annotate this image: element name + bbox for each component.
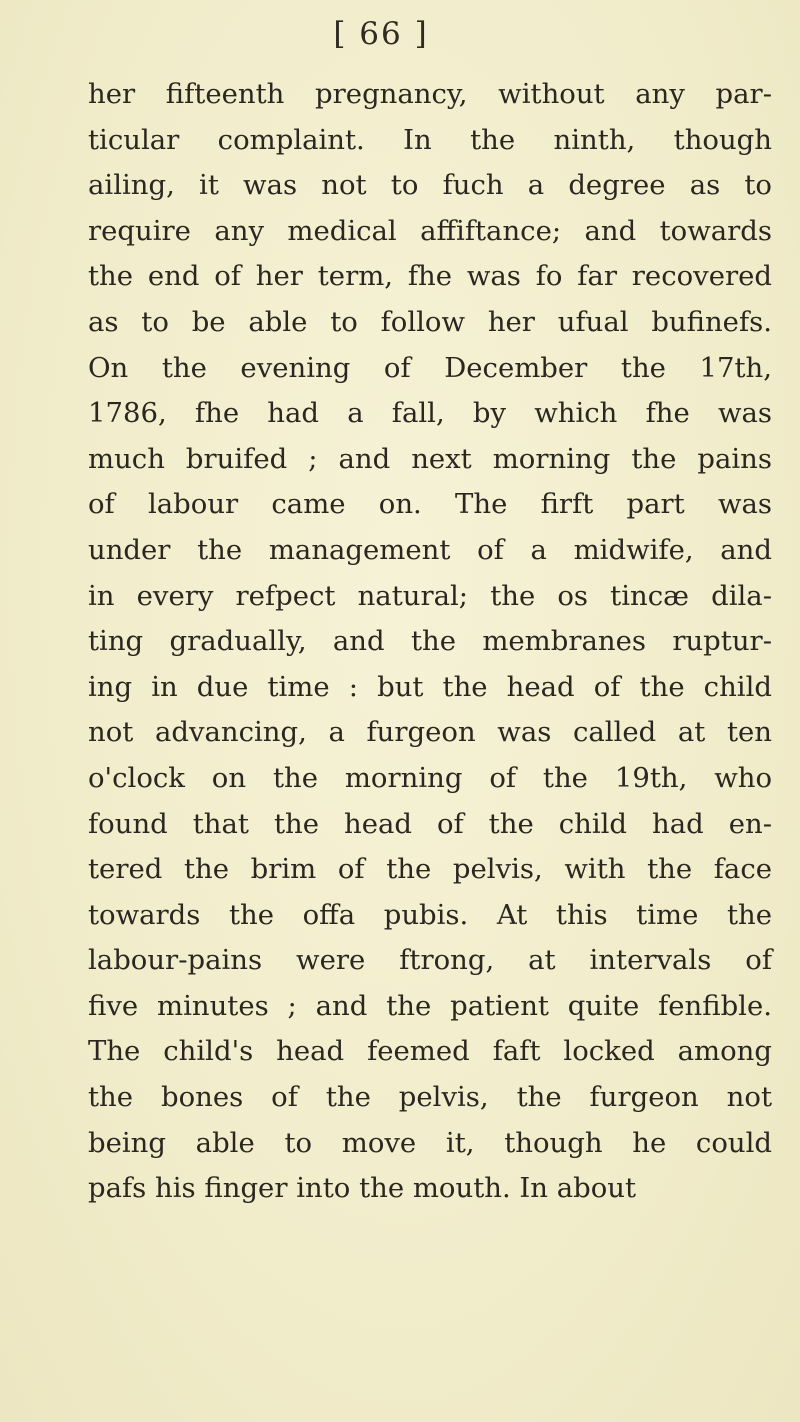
text-line: not advancing, a furgeon was called at ten xyxy=(88,716,772,749)
text-line: being able to move it, though he could xyxy=(88,1126,772,1159)
text-line: of labour came on. The firft part was xyxy=(88,488,772,521)
text-line: much bruifed ; and next morning the pains xyxy=(88,442,772,475)
text-line: ailing, it was not to fuch a degree as to xyxy=(88,169,772,202)
text-line: ticular complaint. In the ninth, though xyxy=(88,123,772,156)
text-line: require any medical affiftance; and towards xyxy=(88,214,772,247)
text-line: ing in due time : but the head of the child xyxy=(88,670,772,703)
text-line: under the management of a midwife, and xyxy=(88,533,772,566)
page-number-text: [ 66 ] xyxy=(333,16,429,52)
text-line: towards the offa pubis. At this time the xyxy=(88,898,772,931)
text-line: the bones of the pelvis, the furgeon not xyxy=(88,1081,772,1114)
body-text xyxy=(88,72,772,1212)
text-line: found that the head of the child had en- xyxy=(88,807,772,840)
text-line: The child's head feemed faft locked among xyxy=(88,1035,772,1068)
text-line: her fifteenth pregnancy, without any par- xyxy=(88,78,772,110)
text-line: labour-pains were ftrong, at intervals of xyxy=(88,944,772,977)
text-line: tered the brim of the pelvis, with the face xyxy=(88,853,772,886)
text-line: o'clock on the morning of the 19th, who xyxy=(88,761,772,794)
text-line: as to be able to follow her ufual bufinefs. xyxy=(88,305,772,338)
text-line: five minutes ; and the patient quite fenfible. xyxy=(88,989,772,1022)
text-line: ting gradually, and the membranes ruptur- xyxy=(88,625,772,658)
text-line: 1786, fhe had a fall, by which fhe was xyxy=(88,397,772,430)
text-line: pafs his finger into the mouth. In about xyxy=(88,1172,637,1205)
text-line: On the evening of December the 17th, xyxy=(88,351,772,384)
text-line: in every refpect natural; the os tincæ dila- xyxy=(88,579,772,612)
page-number xyxy=(0,16,800,52)
text-line: the end of her term, fhe was fo far recovered xyxy=(88,260,772,293)
